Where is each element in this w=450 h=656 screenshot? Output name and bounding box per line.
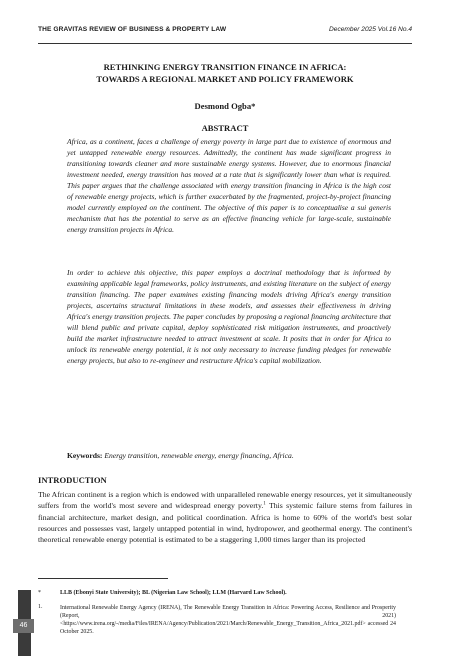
intro-text-b: This systemic failure stems from failures in financial architecture, market design, and political coordination. Africa is home to 60% of the world's best solar resources and possesses vast, largely untapped potential in wind, hydropower, and geothermal energy. The continent's theoretical renewable energy potential is estimated to be a staggering 1,000 times larger than its projected (38, 501, 413, 545)
issue-info: December 2025 Vol.16 No.4 (329, 26, 412, 33)
abstract-paragraph-1: Africa, as a continent, faces a challenge of energy poverty in large part due to existence of enormous and yet untapped renewable energy resources. Admittedly, the continent has made significant progress in transitioning towards cleaner and more sustainable energy systems. However, due to enormous financial investment needed, energy transition has moved at a rate that is significantly lower than what is required. This paper argues that the challenge associated with energy transition financing in Africa is the high cost of renewable energy projects, which is further exacerbated by the fragmented, project-by-project financing model currently employed on the continent. The objective of this paper is to conceptualise a sui generis mechanism that has the potential to serve as an effective financing vehicle for large-scale, sustainable energy transition projects in Africa. (67, 137, 391, 235)
introduction-heading: INTRODUCTION (38, 475, 107, 485)
footnote-rule (38, 578, 168, 579)
keywords-line: Keywords: Energy transition, renewable energy, energy financing, Africa. (67, 451, 294, 460)
author-footnote: LLB (Ebonyi State University); BL (Nigerian Law School); LLM (Harvard Law School). (60, 590, 287, 596)
footnote-star: * (38, 590, 41, 596)
intro-text-a: The African continent is a region which is endowed with unparalleled renewable energy resources, yet it simultaneously suffers from the world's most severe and widespread energy poverty. (38, 490, 412, 511)
footnote-1-number: 1. (38, 604, 43, 610)
keywords-text: Energy transition, renewable energy, energy financing, Africa. (104, 451, 294, 460)
footnote-1-text: International Renewable Energy Agency (IRENA), The Renewable Energy Transition in Africa: Powering Access, Resilience and Prosperity (Report, 2021) <https://www.irena.org/-/media/Files/IRENA/Agency/Publication/2021/March/Renewable_Energy_Transition_Africa_2021.pdf> accessed 24 October 2025. (60, 605, 396, 636)
title-line-1: RETHINKING ENERGY TRANSITION FINANCE IN AFRICA: (103, 62, 347, 72)
keywords-label: Keywords (67, 451, 100, 460)
introduction-paragraph (38, 489, 412, 545)
journal-name: THE GRAVITAS REVIEW OF BUSINESS & PROPERTY LAW (38, 26, 227, 33)
header-rule (38, 43, 412, 44)
page-number: 46 (13, 619, 34, 633)
title-line-2: TOWARDS A REGIONAL MARKET AND POLICY FRAMEWORK (96, 73, 354, 84)
footnote-ref-1[interactable]: 1 (263, 501, 266, 507)
author-name: Desmond Ogba* (194, 101, 256, 111)
abstract-paragraph-2: In order to achieve this objective, this paper employs a doctrinal methodology that is informed by examining applicable legal frameworks, policy instruments, and existing literature on the subject of energy transition financing. The paper examines existing financing models driving Africa's energy transition projects, ascertains structural limitations in these models, and assesses their effectiveness in driving Africa's energy transition projects. The paper concludes by proposing a regional financing architecture that will blend public and private capital, deploy sophisticated risk mitigation instruments, and proactively build the market infrastructure needed to attract investment at scale. It posits that in order for Africa to unlock its renewable energy potential, it is not only necessary to increase funding pledges for renewable energy projects, but also to re-engineer and restructure Africa's capital mobilization. (67, 268, 391, 366)
running-header (38, 26, 412, 38)
abstract-heading: ABSTRACT (201, 123, 249, 133)
article-title (38, 62, 412, 85)
